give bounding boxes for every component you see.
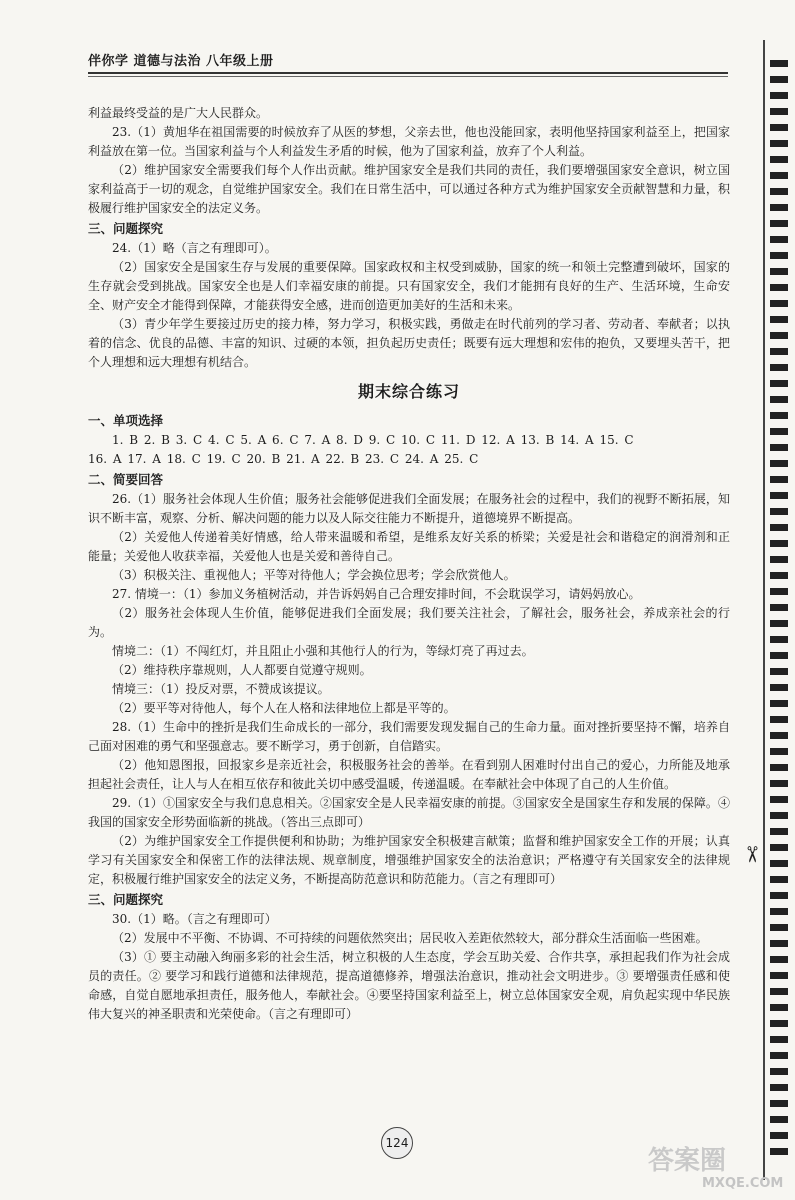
header-rule	[88, 72, 728, 74]
answer-23-2: （2）维护国家安全需要我们每个人作出贡献。维护国家安全是我们共同的责任，我们要增强国家安全意识，树立国家利益高于一切的观念，自觉维护国家安全。我们在日常生活中，可以通过各种方式为维护国家安全贡献智慧和力量，积极履行维护国家安全的法定义务。	[88, 163, 730, 215]
watermark-logo: 答案圈	[648, 1146, 727, 1176]
answer-27-d: （2）维持秩序靠规则，人人都要自觉遵守规则。	[112, 663, 372, 677]
section-heading: 三、问题探究	[88, 221, 164, 236]
answer-26-3: （3）积极关注、重视他人；平等对待他人；学会换位思考；学会欣赏他人。	[112, 568, 516, 582]
answer-27-b: （2）服务社会体现人生价值，能够促进我们全面发展；我们要关注社会，了解社会，服务社会，养成亲社会的行为。	[88, 606, 730, 639]
answer-27-e: 情境三：（1）投反对票，不赞成该提议。	[112, 682, 330, 696]
section-heading: 三、问题探究	[88, 892, 164, 907]
answer-24-1: 24.（1）略（言之有理即可）。	[112, 241, 277, 255]
answer-29-1: 29.（1）①国家安全与我们息息相关。②国家安全是人民幸福安康的前提。③国家安全是国家生存和发展的保障。④我国的国家安全形势面临新的挑战。（答出三点即可）	[88, 796, 730, 829]
answer-23-1: 23.（1）黄旭华在祖国需要的时候放弃了从医的梦想，父亲去世，他也没能回家，表明他坚持国家利益至上，把国家利益放在第一位。当国家利益与个人利益发生矛盾的时候，他为了国家利益，放弃了个人利益。	[88, 125, 730, 158]
page-number: 124	[381, 1127, 413, 1159]
paragraph: 利益最终受益的是广大人民群众。	[88, 106, 269, 120]
choice-answers-row-2: 16. A 17. A 18. C 19. C 20. B 21. A 22. B 23. C 24. A 25. C	[88, 452, 479, 466]
running-header	[88, 50, 728, 80]
header-title: 伴你学 道德与法治 八年级上册	[88, 54, 274, 69]
watermark-url: MXQE.COM	[702, 1176, 784, 1191]
scissors-icon: ✂	[738, 845, 764, 864]
answer-28-2: （2）他知恩图报，回报家乡是亲近社会，积极服务社会的善举。在看到别人困难时付出自己的爱心，力所能及地承担起社会责任，让人与人在相互依存和彼此关切中感受温暖，传递温暖。在奉献社会中体现了自己的人生价值。	[88, 758, 730, 791]
answer-27-c: 情境二：（1）不闯红灯，并且阻止小强和其他行人的行为，等绿灯亮了再过去。	[112, 644, 534, 658]
binding-holes	[770, 60, 788, 1160]
answer-28-1: 28.（1）生命中的挫折是我们生命成长的一部分，我们需要发现发掘自己的生命力量。面对挫折要坚持不懈，培养自己面对困难的勇气和坚强意志。要不断学习，勇于创新，自信踏实。	[88, 720, 730, 753]
answer-24-2: （2）国家安全是国家生存与发展的重要保障。国家政权和主权受到威胁，国家的统一和领土完整遭到破坏，国家的生存就会受到挑战。国家安全也是人们幸福安康的前提。只有国家安全，我们才能拥有良好的生产、生活环境，生命安全、财产安全才能得到保障，才能获得安全感，进而创造更加美好的生活和未来。	[88, 260, 730, 312]
page-content	[88, 104, 730, 1024]
answer-26-2: （2）关爱他人传递着美好情感，给人带来温暖和希望，是维系友好关系的桥梁；关爱是社会和谐稳定的润滑剂和正能量；关爱他人收获幸福，关爱他人也是关爱和善待自己。	[88, 530, 730, 563]
answer-27-a: 27. 情境一：（1）参加义务植树活动，并告诉妈妈自己合理安排时间，不会耽误学习，请妈妈放心。	[112, 587, 641, 601]
answer-29-2: （2）为维护国家安全工作提供便利和协助；为维护国家安全积极建言献策；监督和维护国家安全工作的开展；认真学习有关国家安全和保密工作的法律法规、规章制度，增强维护国家安全的法治意识；严格遵守有关国家安全的法律规定，积极履行维护国家安全的法定义务，不断提高防范意识和防范能力。（言之有理即可）	[88, 834, 730, 886]
answer-24-3: （3）青少年学生要接过历史的接力棒，努力学习，积极实践，勇做走在时代前列的学习者、劳动者、奉献者；以执着的信念、优良的品德、丰富的知识、过硬的本领，担负起历史责任；既要有远大理想和宏伟的抱负，又要埋头苦干，把个人理想和远大理想有机结合。	[88, 317, 730, 369]
choice-answers-row-1: 1. B 2. B 3. C 4. C 5. A 6. C 7. A 8. D 9. C 10. C 11. D 12. A 13. B 14. A 15. C	[112, 433, 634, 447]
answer-27-f: （2）要平等对待他人，每个人在人格和法律地位上都是平等的。	[112, 701, 456, 715]
answer-30-1: 30.（1）略。（言之有理即可）	[112, 912, 277, 926]
section-heading: 二、简要回答	[88, 472, 164, 487]
section-heading: 一、单项选择	[88, 413, 164, 428]
binding-edge	[763, 40, 765, 1180]
answer-30-2: （2）发展中不平衡、不协调、不可持续的问题依然突出；居民收入差距依然较大，部分群众生活面临一些困难。	[112, 931, 708, 945]
answer-26-1: 26.（1）服务社会体现人生价值；服务社会能够促进我们全面发展；在服务社会的过程中，我们的视野不断拓展，知识不断丰富，观察、分析、解决问题的能力以及人际交往能力不断提升，道德境界不断提高。	[88, 492, 730, 525]
header-rule-thin	[88, 76, 728, 77]
part-title: 期末综合练习	[357, 382, 460, 401]
answer-30-3: （3）① 要主动融入绚丽多彩的社会生活，树立积极的人生态度，学会互助关爱、合作共享，承担起我们作为社会成员的责任。② 要学习和践行道德和法律规范，提高道德修养，增强法治意识，推动社会文明进步。③ 要增强责任感和使命感，自觉自愿地承担责任，服务他人，奉献社会。④要坚持国家利益至上，树立总体国家安全观，肩负起实现中华民族伟大复兴的神圣职责和光荣使命。（言之有理即可）	[88, 950, 730, 1021]
